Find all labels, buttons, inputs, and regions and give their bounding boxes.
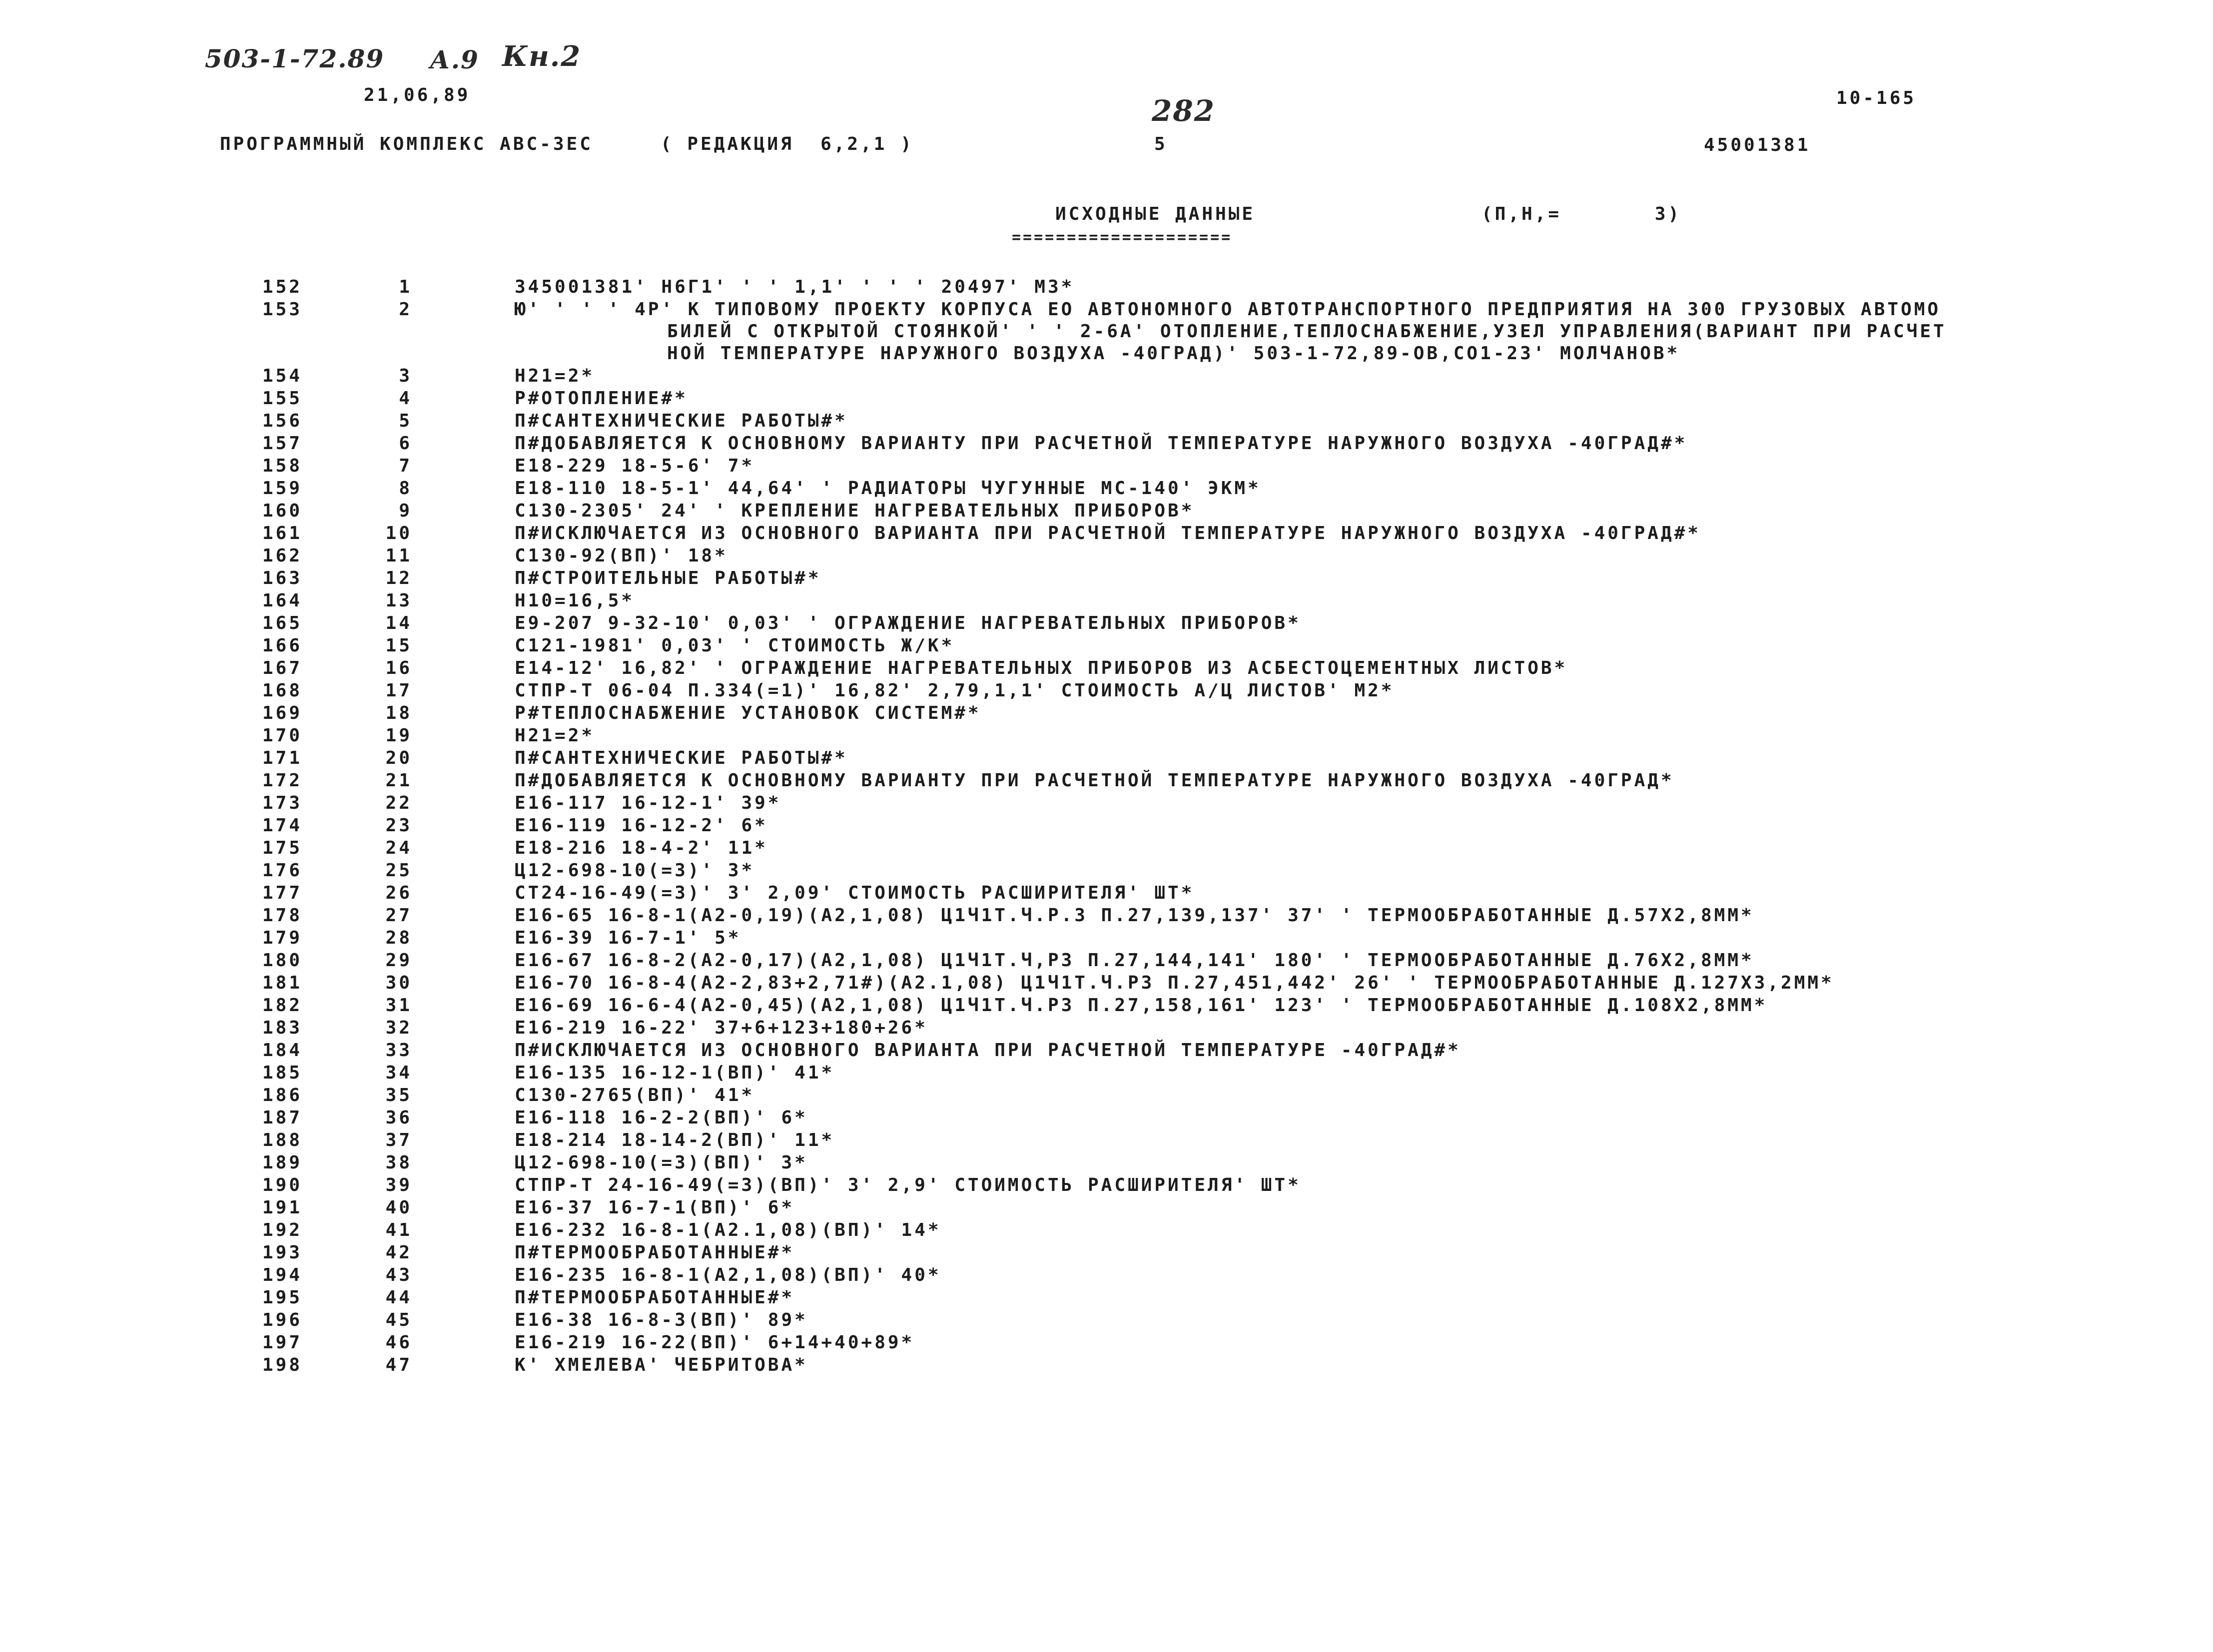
- header-page: 5: [1154, 134, 1168, 154]
- data-row: [0, 1017, 2213, 1040]
- row-sequence-number: 17: [385, 680, 412, 701]
- row-text: Е18-110 18-5-1' 44,64' ' РАДИАТОРЫ ЧУГУННЫЕ МС-140' ЭКМ*: [515, 478, 1261, 499]
- row-sequence-number: 35: [385, 1085, 412, 1105]
- row-line-number: 152: [262, 277, 303, 297]
- row-line-number: 195: [262, 1287, 303, 1308]
- row-text: Е16-118 16-2-2(ВП)' 6*: [515, 1107, 808, 1128]
- row-sequence-number: 33: [385, 1040, 412, 1061]
- row-line-number: 163: [262, 568, 303, 588]
- data-row: [0, 680, 2213, 702]
- row-line-number: 186: [262, 1085, 303, 1105]
- data-row: [0, 365, 2213, 388]
- row-text: П#ТЕРМООБРАБОТАННЫЕ#*: [515, 1287, 795, 1308]
- row-line-number: 173: [262, 793, 303, 813]
- row-line-number: 160: [262, 501, 303, 521]
- data-row: [0, 815, 2213, 837]
- row-text: Н10=16,5*: [515, 590, 635, 611]
- data-row: [0, 1062, 2213, 1085]
- row-text: Е16-232 16-8-1(А2.1,08)(ВП)' 14*: [515, 1220, 941, 1240]
- data-row: [0, 1332, 2213, 1354]
- row-line-number: 175: [262, 838, 303, 858]
- data-row: [0, 1107, 2213, 1129]
- source-data-list: [0, 276, 2213, 1377]
- row-text: Е14-12' 16,82' ' ОГРАЖДЕНИЕ НАГРЕВАТЕЛЬНЫХ ПРИБОРОВ ИЗ АСБЕСТОЦЕМЕНТНЫХ ЛИСТОВ*: [515, 658, 1568, 678]
- row-text: Е16-235 16-8-1(А2,1,08)(ВП)' 40*: [515, 1265, 941, 1285]
- row-text: П#ДОБАВЛЯЕТСЯ К ОСНОВНОМУ ВАРИАНТУ ПРИ РАСЧЕТНОЙ ТЕМПЕРАТУРЕ НАРУЖНОГО ВОЗДУХА -40ГРАД#*: [515, 433, 1688, 454]
- row-sequence-number: 30: [385, 973, 412, 993]
- row-sequence-number: 36: [385, 1107, 412, 1128]
- data-row: [0, 995, 2213, 1017]
- header-date: 21,06,89: [364, 85, 471, 105]
- data-row: [0, 1197, 2213, 1219]
- data-row: [0, 770, 2213, 792]
- row-sequence-number: 3: [399, 366, 412, 386]
- row-sequence-number: 9: [399, 501, 412, 521]
- row-line-number: 162: [262, 546, 303, 566]
- row-line-number: 161: [262, 523, 303, 544]
- row-sequence-number: 25: [385, 860, 412, 881]
- row-line-number: 197: [262, 1332, 303, 1353]
- row-sequence-number: 41: [385, 1220, 412, 1240]
- row-line-number: 196: [262, 1310, 303, 1330]
- data-row: [0, 523, 2213, 545]
- data-row: [0, 1354, 2213, 1377]
- row-text: Е16-67 16-8-2(А2-0,17)(А2,1,08) Ц1Ч1Т.Ч,Р3 П.27,144,141' 180' ' ТЕРМООБРАБОТАННЫЕ Д.76Х2,8ММ*: [515, 950, 1754, 971]
- row-sequence-number: 24: [385, 838, 412, 858]
- row-text: Е16-70 16-8-4(А2-2,83+2,71#)(А2.1,08) Ц1Ч1Т.Ч.Р3 П.27,451,442' 26' ' ТЕРМООБРАБОТАННЫЕ Д.127Х3,2ММ*: [515, 973, 1834, 993]
- data-row: [0, 410, 2213, 433]
- data-row: [0, 1309, 2213, 1332]
- row-text: Е16-37 16-7-1(ВП)' 6*: [515, 1197, 795, 1218]
- row-text: Н21=2*: [515, 725, 595, 746]
- row-line-number: 180: [262, 950, 303, 971]
- row-line-number: 184: [262, 1040, 303, 1061]
- row-sequence-number: 43: [385, 1265, 412, 1285]
- row-line-number: 158: [262, 456, 303, 476]
- album-handwritten: А.9: [430, 45, 479, 74]
- data-row: [0, 455, 2213, 478]
- row-sequence-number: 45: [385, 1310, 412, 1330]
- row-line-number: 156: [262, 411, 303, 431]
- header-program: ПРОГРАММНЫЙ КОМПЛЕКС АВС-3ЕС: [220, 134, 593, 154]
- row-sequence-number: 31: [385, 995, 412, 1016]
- data-row: [0, 1242, 2213, 1264]
- row-text: Р#ОТОПЛЕНИЕ#*: [515, 388, 688, 409]
- data-row: [0, 478, 2213, 500]
- data-row: [0, 837, 2213, 860]
- row-line-number: 198: [262, 1355, 303, 1375]
- data-row: [0, 567, 2213, 590]
- row-sequence-number: 28: [385, 928, 412, 948]
- row-text: С130-2305' 24' ' КРЕПЛЕНИЕ НАГРЕВАТЕЛЬНЫХ ПРИБОРОВ*: [515, 501, 1195, 521]
- data-row: [0, 635, 2213, 657]
- row-sequence-number: 12: [385, 568, 412, 588]
- data-row: [0, 725, 2213, 747]
- row-text: 345001381' Н6Г1' ' ' 1,1' ' ' ' 20497' М3*: [515, 277, 1075, 297]
- row-text: СТ24-16-49(=3)' 3' 2,09' СТОИМОСТЬ РАСШИРИТЕЛЯ' ШТ*: [515, 883, 1195, 903]
- row-text: Е16-39 16-7-1' 5*: [515, 928, 741, 948]
- data-row: [0, 747, 2213, 770]
- row-text: Е18-229 18-5-6' 7*: [515, 456, 755, 476]
- row-line-number: 193: [262, 1242, 303, 1263]
- data-row: [0, 500, 2213, 523]
- section-title: ИСХОДНЫЕ ДАННЫЕ: [1055, 204, 1256, 224]
- data-row: [0, 1264, 2213, 1287]
- row-sequence-number: 40: [385, 1197, 412, 1218]
- row-sequence-number: 15: [385, 635, 412, 656]
- row-sequence-number: 42: [385, 1242, 412, 1263]
- row-text: П#ИСКЛЮЧАЕТСЯ ИЗ ОСНОВНОГО ВАРИАНТА ПРИ РАСЧЕТНОЙ ТЕМПЕРАТУРЕ НАРУЖНОГО ВОЗДУХА -40ГРАД#*: [515, 523, 1701, 544]
- page-number-handwritten: 282: [1152, 94, 1216, 128]
- row-text: Е16-117 16-12-1' 39*: [515, 793, 781, 813]
- row-text: С130-92(ВП)' 18*: [515, 546, 728, 566]
- row-sequence-number: 8: [399, 478, 412, 499]
- row-sequence-number: 6: [399, 433, 412, 454]
- row-text: Е9-207 9-32-10' 0,03' ' ОГРАЖДЕНИЕ НАГРЕВАТЕЛЬНЫХ ПРИБОРОВ*: [515, 613, 1301, 633]
- row-sequence-number: 7: [399, 456, 412, 476]
- row-text: Ю' ' ' ' 4Р' К ТИПОВОМУ ПРОЕКТУ КОРПУСА ЕО АВТОНОМНОГО АВТОТРАНСПОРТНОГО ПРЕДПРИЯТИЯ НА 300 ГРУЗОВЫХ АВТОМО: [515, 299, 1941, 320]
- row-sequence-number: 22: [385, 793, 412, 813]
- header-sheet-code: 10-165: [1836, 88, 1917, 108]
- row-line-number: 153: [262, 299, 303, 320]
- row-line-number: 164: [262, 590, 303, 611]
- row-text: Ц12-698-10(=3)(ВП)' 3*: [515, 1152, 808, 1173]
- row-sequence-number: 29: [385, 950, 412, 971]
- row-line-number: 159: [262, 478, 303, 499]
- data-row: [0, 1152, 2213, 1174]
- row-text: Е16-119 16-12-2' 6*: [515, 815, 768, 836]
- data-row: [0, 972, 2213, 995]
- row-text: П#САНТЕХНИЧЕСКИЕ РАБОТЫ#*: [515, 748, 848, 768]
- header-doc-id: 45001381: [1704, 135, 1811, 155]
- row-sequence-number: 26: [385, 883, 412, 903]
- data-row: [0, 657, 2213, 680]
- data-row: [0, 792, 2213, 815]
- data-row: [0, 1219, 2213, 1242]
- row-line-number: 181: [262, 973, 303, 993]
- data-row: [0, 612, 2213, 635]
- row-sequence-number: 19: [385, 725, 412, 746]
- row-sequence-number: 5: [399, 411, 412, 431]
- row-line-number: 177: [262, 883, 303, 903]
- row-line-number: 194: [262, 1265, 303, 1285]
- row-text: Е18-214 18-14-2(ВП)' 11*: [515, 1130, 835, 1150]
- row-line-number: 165: [262, 613, 303, 633]
- row-sequence-number: 38: [385, 1152, 412, 1173]
- row-sequence-number: 11: [385, 546, 412, 566]
- row-text: Е16-219 16-22' 37+6+123+180+26*: [515, 1018, 928, 1038]
- data-row: [0, 590, 2213, 612]
- data-row: [0, 433, 2213, 455]
- row-sequence-number: 4: [399, 388, 412, 409]
- row-sequence-number: 27: [385, 905, 412, 926]
- row-line-number: 179: [262, 928, 303, 948]
- row-sequence-number: 44: [385, 1287, 412, 1308]
- data-row: [0, 545, 2213, 567]
- row-line-number: 183: [262, 1018, 303, 1038]
- row-sequence-number: 46: [385, 1332, 412, 1353]
- row-text: СТПР-Т 06-04 П.334(=1)' 16,82' 2,79,1,1' СТОИМОСТЬ А/Ц ЛИСТОВ' М2*: [515, 680, 1395, 701]
- row-line-number: 168: [262, 680, 303, 701]
- row-line-number: 189: [262, 1152, 303, 1173]
- row-text: П#ДОБАВЛЯЕТСЯ К ОСНОВНОМУ ВАРИАНТУ ПРИ РАСЧЕТНОЙ ТЕМПЕРАТУРЕ НАРУЖНОГО ВОЗДУХА -40ГРАД*: [515, 770, 1674, 791]
- row-sequence-number: 21: [385, 770, 412, 791]
- row-line-number: 188: [262, 1130, 303, 1150]
- row-line-number: 191: [262, 1197, 303, 1218]
- data-row: [0, 927, 2213, 950]
- row-line-number: 157: [262, 433, 303, 454]
- row-text: Р#ТЕПЛОСНАБЖЕНИЕ УСТАНОВОК СИСТЕМ#*: [515, 703, 981, 723]
- data-row: [0, 1287, 2213, 1309]
- row-sequence-number: 2: [399, 299, 412, 320]
- row-text: П#ТЕРМООБРАБОТАННЫЕ#*: [515, 1242, 795, 1263]
- row-text: С121-1981' 0,03' ' СТОИМОСТЬ Ж/К*: [515, 635, 955, 656]
- row-text: СТПР-Т 24-16-49(=3)(ВП)' 3' 2,9' СТОИМОСТЬ РАСШИРИТЕЛЯ' ШТ*: [515, 1175, 1301, 1195]
- row-line-number: 154: [262, 366, 303, 386]
- doc-code-handwritten: 503-1-72.89: [205, 44, 385, 73]
- data-row: [0, 276, 2213, 299]
- row-text: Е16-135 16-12-1(ВП)' 41*: [515, 1063, 835, 1083]
- data-row: [0, 860, 2213, 882]
- data-row: [0, 1174, 2213, 1197]
- row-sequence-number: 23: [385, 815, 412, 836]
- row-text-continuation: БИЛЕЙ С ОТКРЫТОЙ СТОЯНКОЙ' ' ' 2-6А' ОТОПЛЕНИЕ,ТЕПЛОСНАБЖЕНИЕ,УЗЕЛ УПРАВЛЕНИЯ(ВАРИАНТ ПРИ РАСЧЕТ: [667, 321, 1947, 342]
- row-line-number: 169: [262, 703, 303, 723]
- row-sequence-number: 1: [399, 277, 412, 297]
- data-row: [0, 702, 2213, 725]
- data-row: [0, 299, 2213, 365]
- row-line-number: 176: [262, 860, 303, 881]
- row-text: Ц12-698-10(=3)' 3*: [515, 860, 755, 881]
- book-handwritten: Кн.2: [502, 40, 582, 73]
- row-sequence-number: 47: [385, 1355, 412, 1375]
- row-line-number: 178: [262, 905, 303, 926]
- row-line-number: 166: [262, 635, 303, 656]
- data-row: [0, 1040, 2213, 1062]
- data-row: [0, 882, 2213, 905]
- row-sequence-number: 37: [385, 1130, 412, 1150]
- data-row: [0, 905, 2213, 927]
- row-text: К' ХМЕЛЕВА' ЧЕБРИТОВА*: [515, 1355, 808, 1375]
- data-row: [0, 1129, 2213, 1152]
- row-text: Е18-216 18-4-2' 11*: [515, 838, 768, 858]
- row-sequence-number: 32: [385, 1018, 412, 1038]
- row-text: Н21=2*: [515, 366, 595, 386]
- row-sequence-number: 14: [385, 613, 412, 633]
- row-line-number: 174: [262, 815, 303, 836]
- data-row: [0, 388, 2213, 410]
- data-row: [0, 950, 2213, 972]
- row-text: Е16-38 16-8-3(ВП)' 89*: [515, 1310, 808, 1330]
- row-sequence-number: 39: [385, 1175, 412, 1195]
- row-line-number: 185: [262, 1063, 303, 1083]
- row-text: П#САНТЕХНИЧЕСКИЕ РАБОТЫ#*: [515, 411, 848, 431]
- row-sequence-number: 10: [385, 523, 412, 544]
- row-line-number: 192: [262, 1220, 303, 1240]
- row-sequence-number: 34: [385, 1063, 412, 1083]
- data-row: [0, 1085, 2213, 1107]
- row-line-number: 190: [262, 1175, 303, 1195]
- row-text: Е16-219 16-22(ВП)' 6+14+40+89*: [515, 1332, 915, 1353]
- section-param: (П,Н,= 3): [1481, 204, 1682, 224]
- row-sequence-number: 13: [385, 590, 412, 611]
- section-underline: ====================: [1012, 229, 1233, 246]
- row-line-number: 155: [262, 388, 303, 409]
- row-text: Е16-69 16-6-4(А2-0,45)(А2,1,08) Ц1Ч1Т.Ч.Р3 П.27,158,161' 123' ' ТЕРМООБРАБОТАННЫЕ Д.108Х2,8ММ*: [515, 995, 1768, 1016]
- row-sequence-number: 20: [385, 748, 412, 768]
- row-line-number: 171: [262, 748, 303, 768]
- row-line-number: 187: [262, 1107, 303, 1128]
- row-text: Е16-65 16-8-1(А2-0,19)(А2,1,08) Ц1Ч1Т.Ч.Р.3 П.27,139,137' 37' ' ТЕРМООБРАБОТАННЫЕ Д.57Х2,8ММ*: [515, 905, 1754, 926]
- row-sequence-number: 18: [385, 703, 412, 723]
- row-line-number: 167: [262, 658, 303, 678]
- row-line-number: 182: [262, 995, 303, 1016]
- row-text: П#ИСКЛЮЧАЕТСЯ ИЗ ОСНОВНОГО ВАРИАНТА ПРИ РАСЧЕТНОЙ ТЕМПЕРАТУРЕ -40ГРАД#*: [515, 1040, 1461, 1061]
- row-text-continuation: НОЙ ТЕМПЕРАТУРЕ НАРУЖНОГО ВОЗДУХА -40ГРАД)' 503-1-72,89-ОВ,СО1-23' МОЛЧАНОВ*: [667, 343, 1680, 364]
- row-line-number: 170: [262, 725, 303, 746]
- row-text: С130-2765(ВП)' 41*: [515, 1085, 755, 1105]
- row-line-number: 172: [262, 770, 303, 791]
- header-edition: ( РЕДАКЦИЯ 6,2,1 ): [661, 134, 914, 154]
- row-sequence-number: 16: [385, 658, 412, 678]
- row-text: П#СТРОИТЕЛЬНЫЕ РАБОТЫ#*: [515, 568, 821, 588]
